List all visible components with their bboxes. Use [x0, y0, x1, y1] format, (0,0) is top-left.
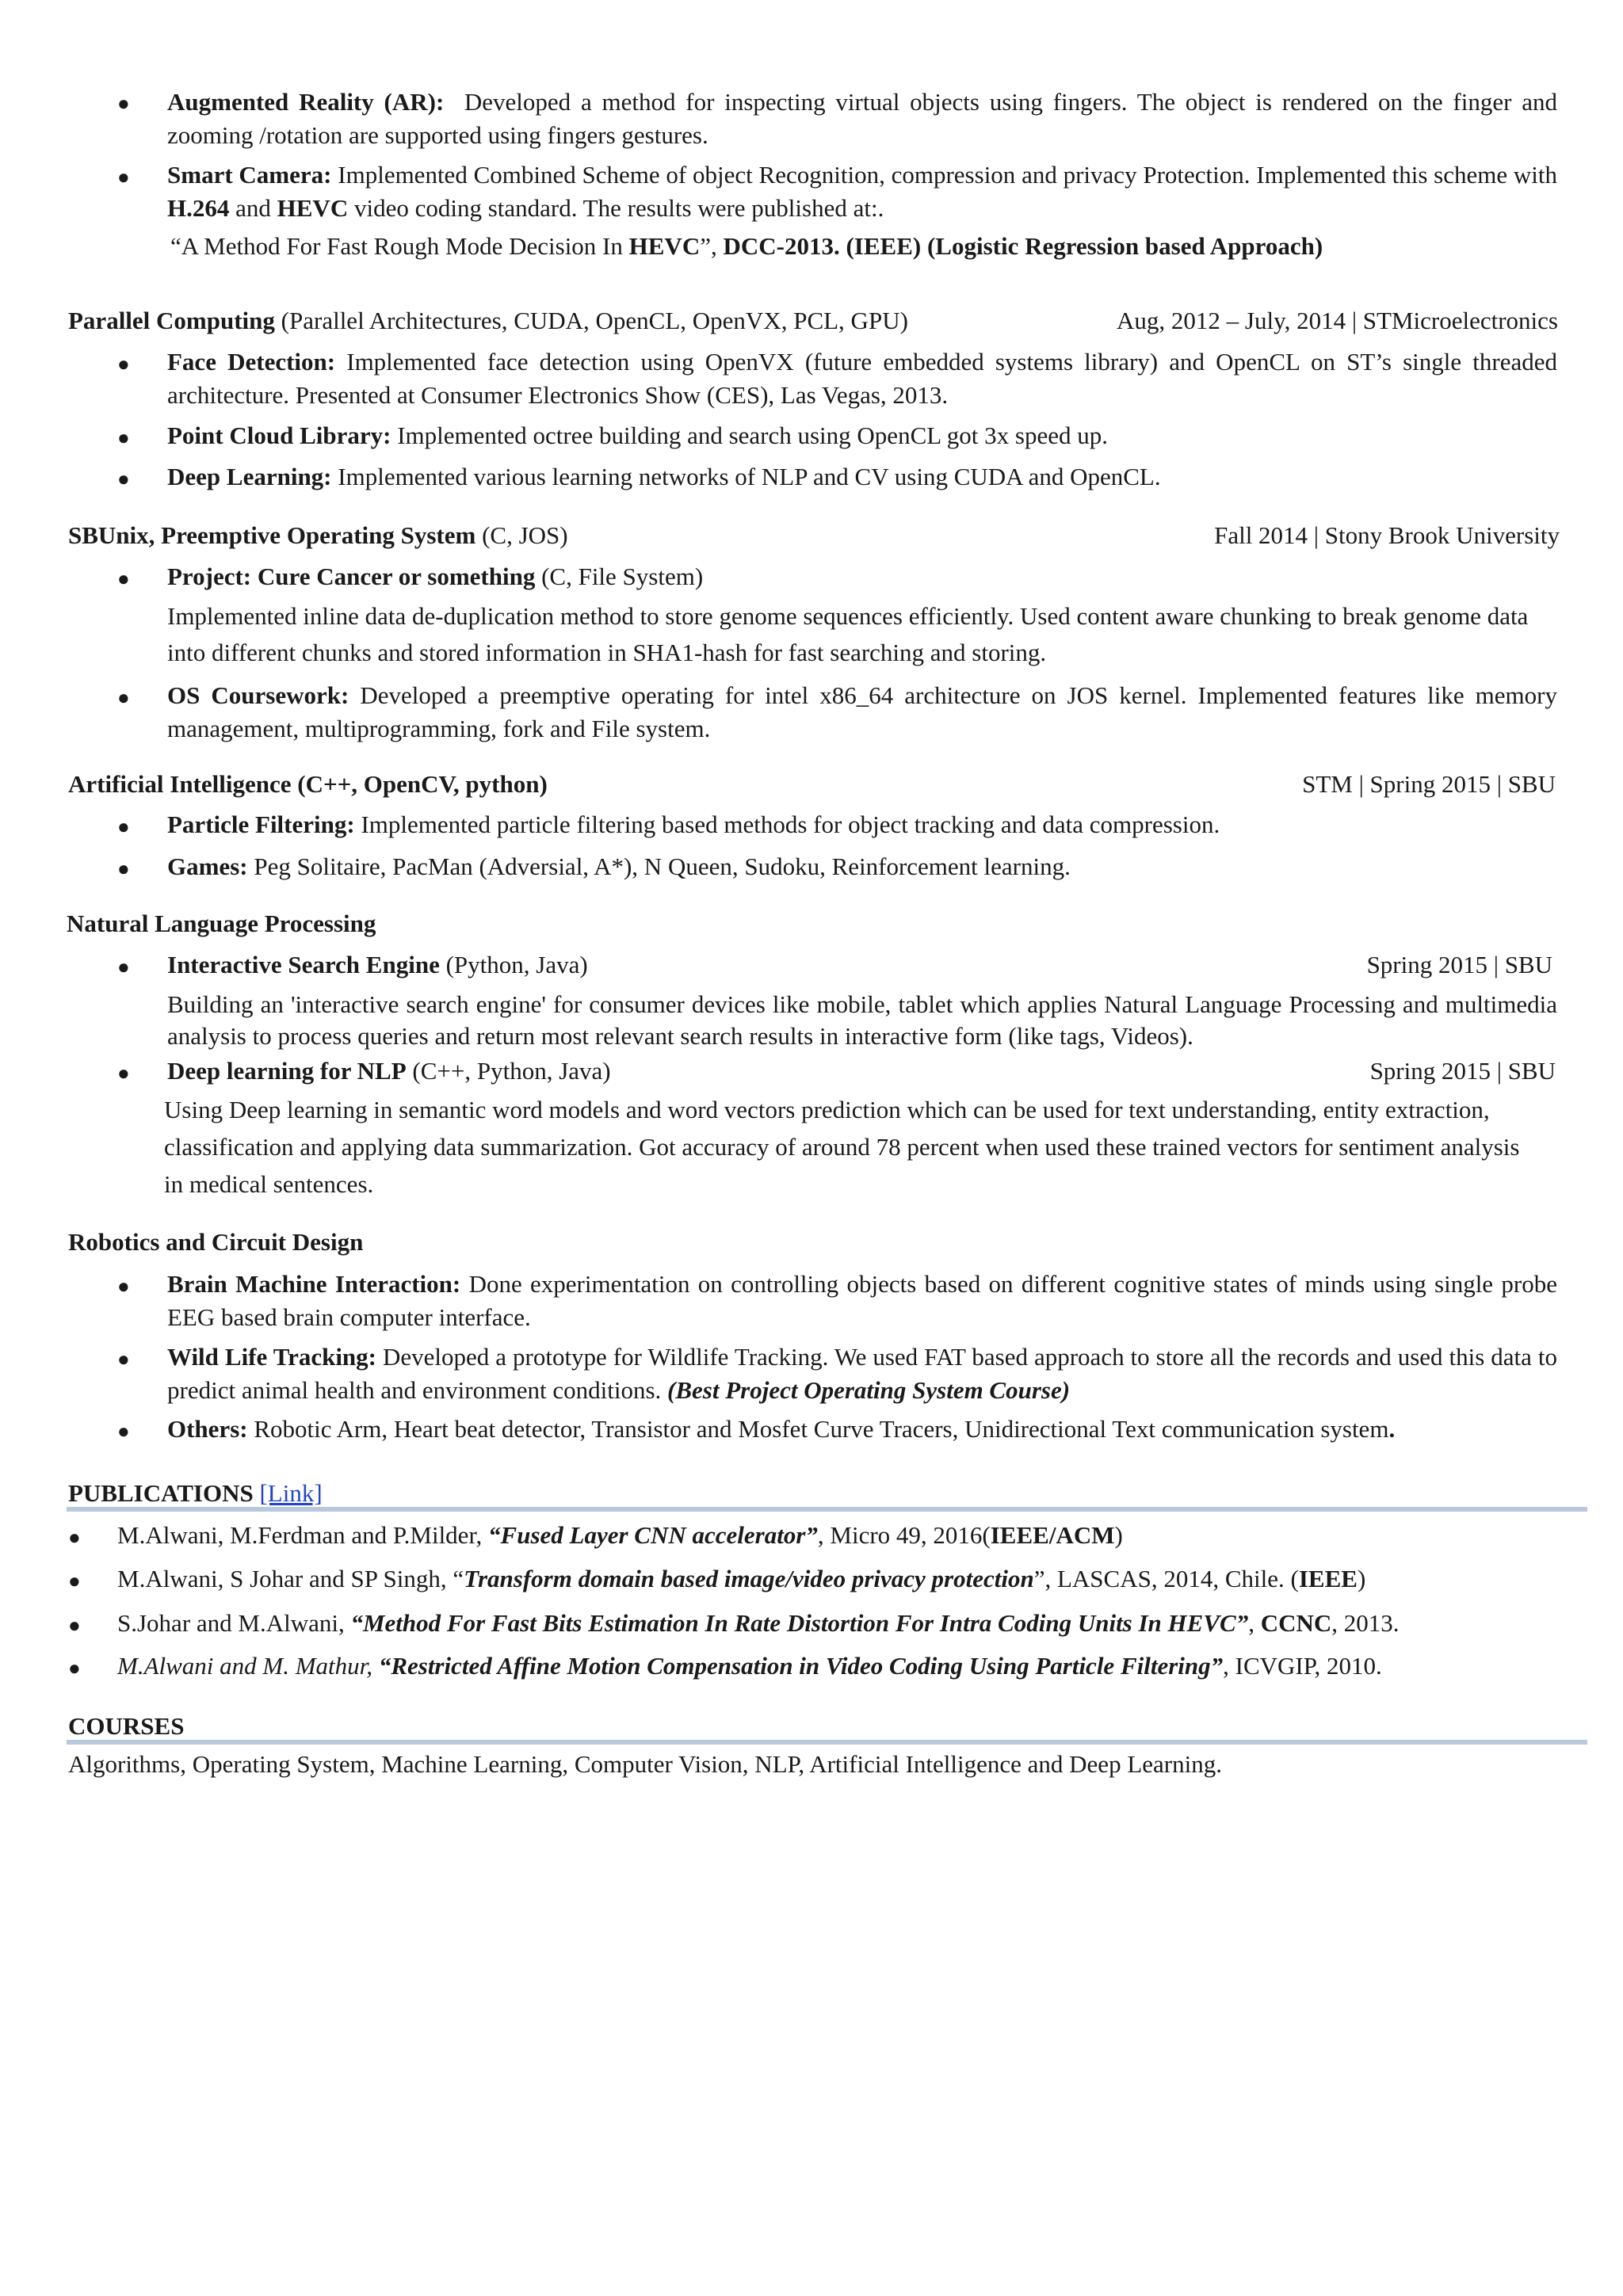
face-detection-item [167, 345, 1557, 412]
section-rule [67, 1740, 1587, 1745]
item-text: Developed a prototype for Wildlife Tracking. We used FAT based approach to store all the records and used this data to predict animal health and environment conditions. [167, 1343, 1558, 1404]
parallel-heading [68, 304, 908, 338]
item-text: Implemented face detection using OpenVX (future embedded systems library) and OpenCL on ST’s single threaded architecture. Presented at Consumer Electronics Show (CES), Las Vegas, 2013. [167, 348, 1557, 409]
item-note: (Best Project Operating System Course) [667, 1376, 1071, 1404]
project-title: Project: Cure Cancer or something [167, 563, 536, 590]
bullet: ● [68, 1614, 81, 1637]
bullet: ● [117, 857, 130, 880]
item-title: Deep Learning: [167, 463, 332, 490]
games-item [167, 850, 1071, 883]
pub-venue: ”, LASCAS, 2014, Chile. ( [1033, 1565, 1299, 1592]
pub-venue: , [1248, 1609, 1261, 1637]
nlp-heading [67, 907, 376, 940]
parallel-date: Aug, 2012 – July, 2014 | STMicroelectronics [1117, 307, 1558, 334]
smart-title: Smart Camera: [167, 161, 332, 189]
ai-date: STM | Spring 2015 | SBU [1302, 770, 1556, 798]
item-title: Face Detection: [167, 348, 336, 376]
publication-item [117, 1562, 1365, 1596]
item-title: Point Cloud Library: [167, 421, 391, 449]
bullet: ● [117, 1348, 130, 1371]
ise-date: Spring 2015 | SBU [1366, 951, 1552, 978]
dl-text: Using Deep learning in semantic word models and word vectors prediction which can be used for text understanding, entity extraction, classification and applying data summarization. Got accuracy of around 78 percent when used these trained vectors for sentiment analysis in medical sentences. [164, 1096, 1520, 1198]
particle-filtering-item [167, 808, 1220, 841]
bullet: ● [117, 1062, 130, 1085]
pub-venue: , Micro 49, 2016( [817, 1521, 991, 1549]
h264: H.264 [167, 194, 230, 222]
pub-title: “Restricted Affine Motion Compensation in Video Coding Using Particle Filtering” [378, 1652, 1224, 1680]
ar-item [167, 86, 1557, 152]
ai-heading [68, 768, 548, 801]
ise-tags: (Python, Java) [439, 951, 588, 978]
bmi-item [167, 1268, 1557, 1334]
bullet: ● [117, 567, 130, 590]
pub-end: ) [1357, 1565, 1366, 1592]
publication-item [117, 1650, 1382, 1683]
bullet: ● [117, 92, 130, 115]
smart-camera-item [167, 158, 1557, 225]
bullet: ● [117, 467, 130, 490]
courses-title: COURSES [68, 1712, 185, 1740]
item-title: Particle Filtering: [167, 810, 355, 838]
pub-title: “Method For Fast Bits Estimation In Rate Distortion For Intra Coding Units In HEVC” [350, 1609, 1249, 1637]
bullet: ● [117, 686, 130, 709]
project-tags: (C, File System) [535, 563, 704, 590]
smart-publication [170, 230, 1323, 263]
pub-authors: M.Alwani, M.Ferdman and P.Milder, [117, 1521, 489, 1549]
bullet: ● [117, 1275, 130, 1298]
item-text: Implemented various learning networks of NLP and CV using CUDA and OpenCL. [331, 463, 1161, 490]
project-text: Implemented inline data de-duplication method to store genome sequences efficiently. Used content aware chunking to break genome data into different chunks and stored information in SHA1-hash for fast searching and storing. [167, 602, 1529, 666]
section-rule [67, 1507, 1587, 1512]
ar-text: Developed a method for inspecting virtual objects using fingers. The object is rendered on the finger and zooming /rotation are supported using fingers gestures. [167, 88, 1557, 149]
item-text: Implemented octree building and search using OpenCL got 3x speed up. [391, 421, 1108, 449]
ise-title: Interactive Search Engine [167, 951, 440, 978]
pub-org: CCNC [1260, 1609, 1332, 1637]
ise-heading [167, 948, 588, 982]
courses-text: Algorithms, Operating System, Machine Learning, Computer Vision, NLP, Artificial Intelligence and Deep Learning. [68, 1750, 1222, 1778]
item-title: OS Coursework: [167, 681, 349, 709]
parallel-tags: (Parallel Architectures, CUDA, OpenCL, OpenVX, PCL, GPU) [274, 307, 908, 334]
publication-item [117, 1519, 1123, 1552]
item-title: Others: [167, 1415, 248, 1443]
pub-end: ) [1114, 1521, 1123, 1549]
bullet: ● [117, 1420, 130, 1443]
pub-authors: M.Alwani, S Johar and SP Singh, “ [117, 1565, 464, 1592]
bullet: ● [117, 815, 130, 838]
pub-title: “Fused Layer CNN accelerator” [488, 1521, 818, 1549]
dl-date: Spring 2015 | SBU [1369, 1057, 1556, 1085]
pub-hevc: HEVC [628, 232, 701, 260]
courses-heading [68, 1710, 184, 1743]
deep-learning-item [167, 460, 1161, 494]
nlp-title: Natural Language Processing [67, 910, 376, 937]
sbunix-tags: (C, JOS) [475, 521, 568, 549]
ar-title: Augmented Reality (AR): [167, 88, 445, 116]
item-text: Robotic Arm, Heart beat detector, Transistor and Mosfet Curve Tracers, Unidirectional Text communication system [247, 1415, 1389, 1443]
ise-text: Building an 'interactive search engine' for consumer devices like mobile, tablet which applies Natural Language Processing and multimedia analysis to process queries and return most relevant search results in interactive form (like tags, Videos). [167, 990, 1557, 1050]
and-text: and [229, 194, 277, 222]
smart-text-end: video coding standard. The results were published at:. [348, 194, 884, 222]
sbunix-date: Fall 2014 | Stony Brook University [1214, 521, 1560, 549]
pub-text: “A Method For Fast Rough Mode Decision In [170, 232, 629, 260]
parallel-title: Parallel Computing [68, 307, 275, 334]
publications-heading [68, 1477, 323, 1510]
bullet: ● [68, 1526, 81, 1549]
publications-link[interactable]: [Link] [259, 1479, 323, 1507]
pub-authors: M.Alwani and M. Mathur, [117, 1652, 379, 1680]
robotics-title: Robotics and Circuit Design [68, 1228, 364, 1256]
dl-nlp-heading [167, 1055, 611, 1088]
pub-title: Transform domain based image/video privacy protection [464, 1565, 1034, 1592]
item-title: Wild Life Tracking: [167, 1343, 377, 1371]
publications-title: PUBLICATIONS [68, 1479, 254, 1507]
bullet: ● [68, 1569, 81, 1592]
bullet: ● [117, 353, 130, 376]
bullet: ● [117, 426, 130, 449]
robotics-heading [68, 1226, 363, 1259]
item-title: Games: [167, 852, 248, 880]
sbunix-title: SBUnix, Preemptive Operating System [68, 521, 476, 549]
wildlife-item [167, 1341, 1557, 1407]
item-text: Peg Solitaire, PacMan (Adversial, A*), N Queen, Sudoku, Reinforcement learning. [247, 852, 1071, 880]
os-coursework-item [167, 679, 1557, 746]
pub-venue: DCC-2013. (IEEE) (Logistic Regression based Approach) [723, 232, 1323, 260]
item-title: Brain Machine Interaction: [167, 1270, 461, 1298]
pcl-item [167, 419, 1108, 452]
pub-org: IEEE/ACM [990, 1521, 1115, 1549]
item-text: Done experimentation on controlling objects based on different cognitive states of minds using single probe EEG based brain computer interface. [167, 1270, 1557, 1331]
smart-text: Implemented Combined Scheme of object Recognition, compression and privacy Protection. Implemented this scheme with [338, 161, 1558, 189]
publication-item [117, 1607, 1400, 1640]
item-end: . [1388, 1415, 1396, 1443]
bullet: ● [68, 1657, 81, 1680]
item-text: Developed a preemptive operating for intel x86_64 architecture on JOS kernel. Implemented features like memory management, multiprogramming, fork and File system. [167, 681, 1557, 742]
bullet: ● [117, 955, 130, 978]
dl-tags: (C++, Python, Java) [406, 1057, 611, 1085]
pub-end: , 2013. [1331, 1609, 1400, 1637]
ai-title: Artificial Intelligence (C++, OpenCV, python) [68, 770, 548, 798]
dl-title: Deep learning for NLP [167, 1057, 407, 1085]
others-item [167, 1413, 1395, 1446]
bullet: ● [117, 166, 130, 189]
pub-venue: , ICVGIP, 2010. [1223, 1652, 1382, 1680]
sbunix-heading [68, 519, 568, 552]
hevc: HEVC [277, 194, 349, 222]
pub-authors: S.Johar and M.Alwani, [117, 1609, 351, 1637]
project-heading [167, 560, 703, 593]
pub-org: IEEE [1298, 1565, 1358, 1592]
item-text: Implemented particle filtering based methods for object tracking and data compression. [354, 810, 1220, 838]
pub-sep: ”, [700, 232, 724, 260]
